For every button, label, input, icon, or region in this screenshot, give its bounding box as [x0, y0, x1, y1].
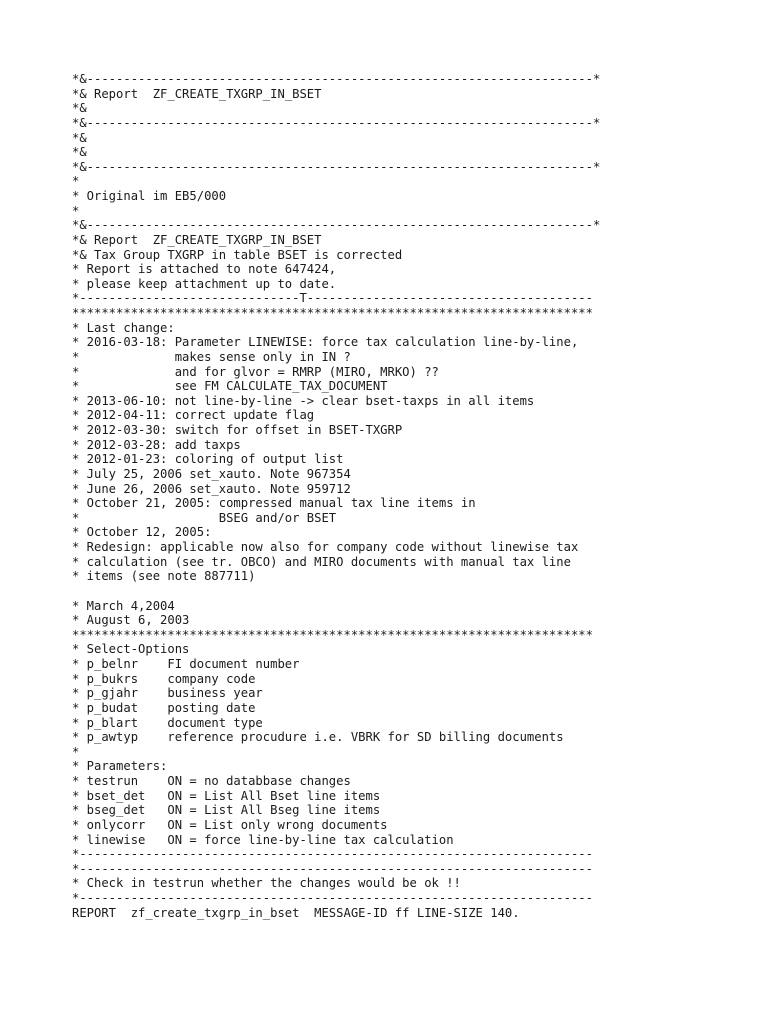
code-line: * Redesign: applicable now also for company code without linewise tax: [72, 540, 579, 554]
code-line: * linewise ON = force line-by-line tax calculation: [72, 832, 454, 847]
code-line: * please keep attachment up to date.: [72, 276, 337, 291]
code-line: * Original im EB5/000: [72, 189, 227, 203]
code-line: * makes sense only in IN ?: [72, 349, 351, 364]
code-line: * 2016-03-18: Parameter LINEWISE: force tax calculation line-by-line,: [72, 335, 579, 350]
code-line: * testrun ON = no databbase changes: [72, 774, 351, 788]
code-line: * 2012-03-30: switch for offset in BSET-TXGRP: [72, 423, 403, 437]
code-line: *& Tax Group TXGRP in table BSET is corrected: [72, 247, 403, 262]
code-line: *&---------------------------------------------------------------------*: [72, 115, 601, 130]
code-line: * p_budat posting date: [72, 700, 256, 715]
code-line: * Report is attached to note 647424,: [72, 262, 337, 277]
code-line: REPORT zf_create_txgrp_in_bset MESSAGE-ID ff LINE-SIZE 140.: [72, 905, 520, 920]
code-line: [72, 584, 732, 599]
code-line: *----------------------------------------------------------------------: [72, 847, 593, 862]
code-line: * 2012-01-23: coloring of output list: [72, 452, 344, 467]
code-line: *&---------------------------------------------------------------------*: [72, 72, 601, 86]
code-line: * p_blart document type: [72, 715, 263, 730]
code-line: ***********************************************************************: [72, 306, 593, 320]
code-line: ***********************************************************************: [72, 627, 593, 642]
code-line: *----------------------------------------------------------------------: [72, 861, 593, 876]
code-line: * bseg_det ON = List All Bseg line items: [72, 803, 381, 818]
code-line: * see FM CALCULATE_TAX_DOCUMENT: [72, 379, 388, 394]
code-line: * 2013-06-10: not line-by-line -> clear bset-taxps in all items: [72, 393, 535, 408]
code-line: * Select-Options: [72, 642, 190, 657]
code-line: * July 25, 2006 set_xauto. Note 967354: [72, 466, 351, 481]
code-line: *------------------------------T---------------------------------------: [72, 291, 593, 306]
code-line: * Last change:: [72, 320, 175, 335]
code-line: * items (see note 887711): [72, 569, 256, 584]
code-line: *&: [72, 145, 87, 160]
code-line: * onlycorr ON = List only wrong documents: [72, 817, 388, 832]
code-line: * August 6, 2003: [72, 613, 190, 628]
code-line: *&: [72, 101, 87, 116]
code-line: * October 21, 2005: compressed manual tax line items in: [72, 496, 476, 511]
code-line: * 2012-04-11: correct update flag: [72, 408, 315, 423]
code-line: *& Report ZF_CREATE_TXGRP_IN_BSET: [72, 86, 322, 101]
code-line: * p_gjahr business year: [72, 686, 263, 701]
code-line: * BSEG and/or BSET: [72, 510, 337, 525]
code-line: * Check in testrun whether the changes would be ok !!: [72, 876, 461, 891]
source-code-document: [72, 72, 732, 920]
code-line: *&: [72, 130, 87, 145]
code-line: *: [72, 744, 80, 759]
code-line: * 2012-03-28: add taxps: [72, 437, 241, 452]
code-line: * p_bukrs company code: [72, 671, 256, 686]
code-line: * June 26, 2006 set_xauto. Note 959712: [72, 481, 351, 496]
code-line: *: [72, 174, 80, 189]
code-line: * October 12, 2005:: [72, 525, 212, 540]
code-line: *& Report ZF_CREATE_TXGRP_IN_BSET: [72, 232, 322, 247]
code-line: * Parameters:: [72, 759, 168, 774]
code-line: * p_awtyp reference procudure i.e. VBRK for SD billing documents: [72, 730, 564, 745]
code-line: * p_belnr FI document number: [72, 657, 300, 671]
code-line: *&---------------------------------------------------------------------*: [72, 159, 601, 174]
code-line: * bset_det ON = List All Bset line items: [72, 788, 381, 803]
code-line: * calculation (see tr. OBCO) and MIRO documents with manual tax line: [72, 554, 571, 569]
code-line: *&---------------------------------------------------------------------*: [72, 218, 601, 233]
code-line: * March 4,2004: [72, 598, 175, 613]
code-line: *: [72, 203, 80, 218]
code-line: *----------------------------------------------------------------------: [72, 891, 593, 905]
code-line: * and for glvor = RMRP (MIRO, MRKO) ??: [72, 364, 439, 379]
